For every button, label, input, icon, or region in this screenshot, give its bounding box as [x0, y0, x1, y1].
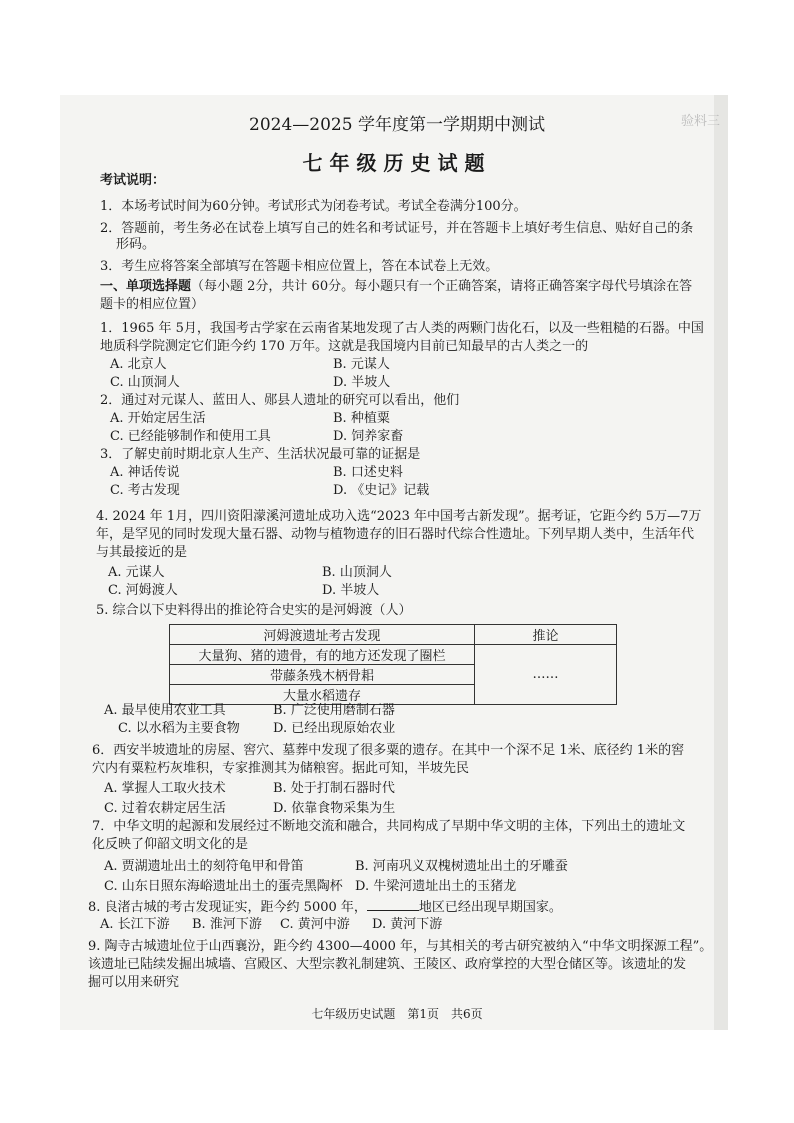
q8-stem — [88, 898, 562, 917]
q3-option-d: D. 《史记》记载 — [333, 483, 430, 498]
page-footer: 七年级历史试题 第1页 共6页 — [311, 1007, 483, 1021]
q5-table-row-2: 带藤条残木柄骨耜 — [170, 665, 475, 685]
q1-option-c: C. 山顶洞人 — [110, 375, 180, 390]
q4-stem-2: 年，是罕见的同时发现大量石器、动物与植物遗存的旧石器时代综合性遗址。下列早期人类中，生活年代 — [96, 527, 695, 542]
section-desc: （每小题 2分，共计 60分。每小题只有一个正确答案，请将正确答案字母代号填涂在答 — [191, 279, 693, 294]
q2-option-b: B. 种植粟 — [333, 411, 390, 426]
q2-option-d: D. 饲养家畜 — [333, 429, 404, 444]
q7-option-b: B. 河南巩义双槐树遗址出土的牙雕蚕 — [355, 859, 568, 874]
q6-option-c: C. 过着农耕定居生活 — [104, 801, 226, 816]
q8-stem-start: 8. 良渚古城的考古发现证实，距今约 5000 年， — [88, 900, 367, 915]
q4-stem-3: 与其最接近的是 — [96, 545, 188, 560]
q3-option-c: C. 考古发现 — [110, 483, 180, 498]
q5-option-b: B. 广泛使用磨制石器 — [273, 703, 395, 718]
q5-stem: 5. 综合以下史料得出的推论符合史实的是河姆渡（人） — [96, 603, 412, 618]
q7-option-a: A. 贾湖遗址出土的刻符龟甲和骨笛 — [104, 859, 304, 874]
q4-option-b: B. 山顶洞人 — [322, 565, 392, 580]
q4-option-a: A. 元谋人 — [108, 565, 165, 580]
q3-option-b: B. 口述史料 — [333, 465, 403, 480]
q4-stem-1: 4. 2024 年 1月，四川资阳濛溪河遗址成功入选“2023 年中国考古新发现”。据考证，它距今约 5万—7万 — [96, 509, 702, 524]
q2-option-c: C. 已经能够制作和使用工具 — [110, 429, 271, 444]
section-title: 一、单项选择题 — [100, 279, 192, 294]
q8-answer-blank — [367, 898, 419, 911]
q7-stem-2: 化反映了仰韶文明文化的是 — [92, 837, 249, 852]
q8-stem-end: 地区已经出现早期国家。 — [418, 900, 562, 915]
q5-table-row-1: 大量狗、猪的遗骨，有的地方还发现了圈栏 — [170, 645, 475, 665]
q9-stem-1: 9. 陶寺古城遗址位于山西襄汾，距今约 4300—4000 年，与其相关的考古研究被纳入“中华文明探源工程”。 — [88, 939, 713, 954]
q4-option-d: D. 半坡人 — [322, 583, 380, 598]
q6-option-b: B. 处于打制石器时代 — [273, 781, 395, 796]
q5-table-inference: …… — [475, 645, 617, 705]
q2-option-a: A. 开始定居生活 — [110, 411, 206, 426]
q3-stem: 3．了解史前时期北京人生产、生活状况最可靠的证据是 — [100, 447, 421, 462]
q8-option-c: C. 黄河中游 — [280, 917, 350, 932]
instruction-2-cont: 形码。 — [116, 237, 156, 252]
q6-option-a: A. 掌握人工取火技术 — [104, 781, 226, 796]
q5-option-d: D. 已经出现原始农业 — [273, 721, 396, 736]
q5-option-c: C. 以水稻为主要食物 — [118, 721, 240, 736]
q9-stem-3: 掘可以用来研究 — [88, 975, 180, 990]
instruction-1: 1．本场考试时间为60分钟。考试形式为闭卷考试。考试全卷满分100分。 — [100, 199, 527, 214]
q8-option-a: A. 长江下游 — [100, 917, 170, 932]
q6-stem-1: 6．西安半坡遗址的房屋、窖穴、墓葬中发现了很多粟的遗存。在其中一个深不足 1米、底径约 1米的窖 — [92, 743, 685, 758]
q7-stem-1: 7．中华文明的起源和发展经过不断地交流和融合，共同构成了早期中华文明的主体，下列出土的遗址文 — [92, 819, 686, 834]
q6-option-d: D. 依靠食物采集为生 — [273, 801, 396, 816]
q9-stem-2: 该遗址已陆续发掘出城墙、宫殿区、大型宗教礼制建筑、王陵区、政府掌控的大型仓储区等。该遗址的发 — [88, 957, 687, 972]
q7-option-c: C. 山东日照东海峪遗址出土的蛋壳黑陶杯 — [104, 879, 343, 894]
q6-stem-2: 穴内有粟粒朽灰堆积，专家推测其为储粮窖。据此可知，半坡先民 — [92, 761, 470, 776]
q8-option-b: B. 淮河下游 — [192, 917, 262, 932]
q1-option-d: D. 半坡人 — [333, 375, 391, 390]
exam-subtitle: 七年级历史试题 — [302, 151, 492, 175]
q1-stem-1: 1．1965 年 5月，我国考古学家在云南省某地发现了古人类的两颗门齿化石，以及一些粗糙的石器。中国 — [100, 321, 704, 336]
paper-edge — [714, 95, 728, 1030]
q1-option-a: A. 北京人 — [110, 357, 167, 372]
q1-stem-2: 地质科学院测定它们距今约 170 万年。这就是我国境内目前已知最早的古人类之一的 — [100, 339, 589, 354]
q5-option-a: A. 最早使用农业工具 — [104, 703, 226, 718]
section-heading — [100, 278, 692, 296]
exam-title: 2024—2025 学年度第一学期期中测试 — [249, 115, 545, 135]
section-desc-cont: 题卡的相应位置） — [100, 297, 205, 312]
q2-stem: 2．通过对元谋人、蓝田人、郧县人遗址的研究可以看出，他们 — [100, 393, 460, 408]
instruction-2: 2．答题前，考生务必在试卷上填写自己的姓名和考试证号，并在答题卡上填好考生信息、贴好自己的条 — [100, 221, 694, 236]
q5-table — [169, 624, 617, 705]
q5-table-header-discovery: 河姆渡遗址考古发现 — [170, 625, 475, 645]
q5-table-row-3: 大量水稻遗存 — [170, 685, 475, 705]
q1-option-b: B. 元谋人 — [333, 357, 390, 372]
q8-option-d: D. 黄河下游 — [372, 917, 443, 932]
q3-option-a: A. 神话传说 — [110, 465, 180, 480]
q7-option-d: D. 牛梁河遗址出土的玉猪龙 — [355, 879, 517, 894]
instructions-heading: 考试说明： — [100, 173, 166, 188]
q4-option-c: C. 河姆渡人 — [108, 583, 178, 598]
instruction-3: 3．考生应将答案全部填写在答题卡相应位置上，答在本试卷上无效。 — [100, 259, 499, 274]
corner-mark: 验料三 — [680, 114, 720, 129]
q5-table-header-inference: 推论 — [475, 625, 617, 645]
